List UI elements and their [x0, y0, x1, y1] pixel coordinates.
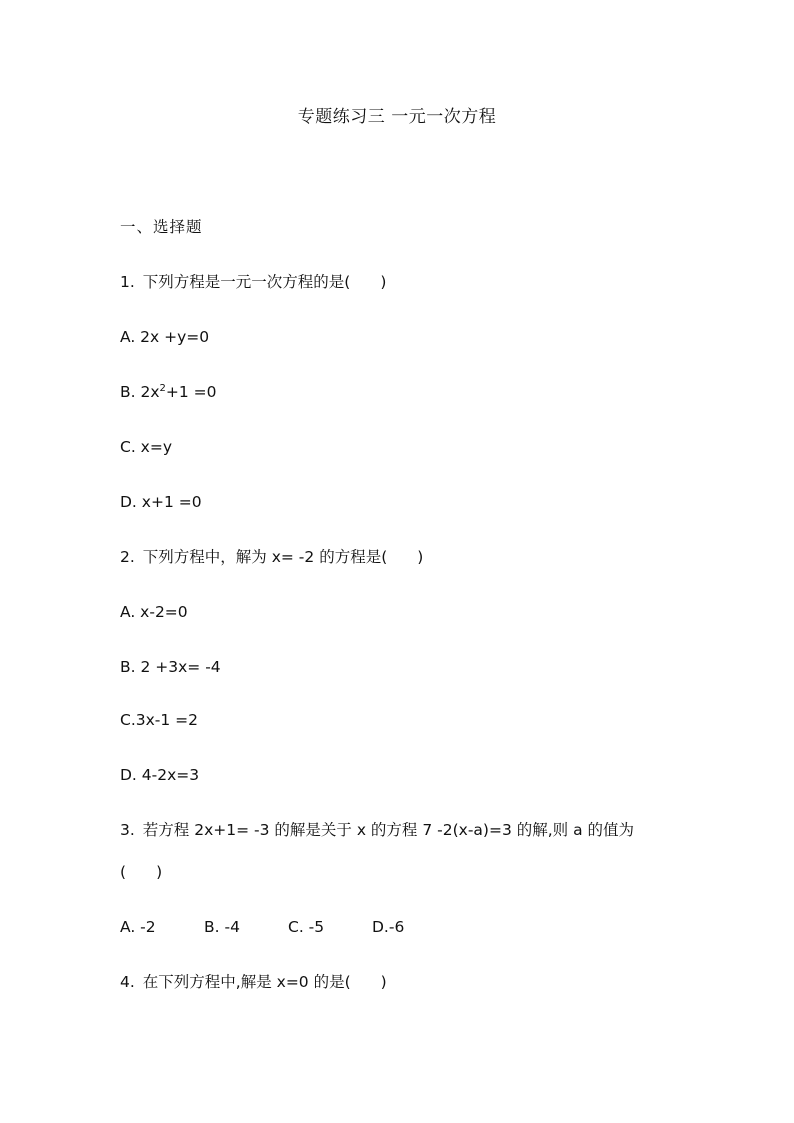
q2-option-d: D. 4-2x=3 [120, 766, 200, 784]
question-stem: 下列方程中，解为 x= -2 的方程是( [142, 548, 388, 566]
q3-option-b: B. -4 [204, 918, 240, 936]
question-stem: 若方程 2x+1= -3 的解是关于 x 的方程 7 -2(x-a)=3 的解,则 a 的值为 [142, 821, 635, 839]
question-number: 3. [120, 821, 135, 839]
question-3 [120, 818, 634, 842]
question-4 [120, 970, 387, 994]
q1-option-c: C. x=y [120, 438, 173, 456]
paren-open: ( [120, 863, 127, 881]
question-number: 4. [120, 973, 135, 991]
q1-option-d: D. x+1 =0 [120, 493, 202, 511]
q3-option-c: C. -5 [288, 918, 325, 936]
question-stem: 在下列方程中,解是 x=0 的是( [142, 973, 351, 991]
paren-close: ) [417, 548, 424, 566]
question-3-blank-line [120, 860, 162, 884]
superscript: 2 [159, 383, 166, 394]
q3-options [120, 915, 404, 939]
page-title: 专题练习三 一元一次方程 [297, 107, 497, 127]
q1-option-a: A. 2x +y=0 [120, 328, 210, 346]
paren-close: ) [156, 863, 163, 881]
q1-option-b [120, 380, 217, 404]
q3-option-d: D.-6 [372, 918, 405, 936]
q2-option-a: A. x-2=0 [120, 603, 188, 621]
question-number: 2. [120, 548, 135, 566]
question-1 [120, 270, 386, 294]
question-stem: 下列方程是一元一次方程的是( [142, 273, 351, 291]
q3-option-a: A. -2 [120, 918, 156, 936]
option-b-base: B. 2x [120, 383, 160, 401]
q2-option-c: C.3x-1 =2 [120, 711, 199, 729]
q2-option-b: B. 2 +3x= -4 [120, 658, 221, 676]
question-number: 1. [120, 273, 135, 291]
question-2 [120, 545, 423, 569]
section-heading: 一、选择题 [120, 218, 203, 236]
paren-close: ) [380, 973, 387, 991]
option-b-rest: +1 =0 [165, 383, 217, 401]
paren-close: ) [380, 273, 387, 291]
